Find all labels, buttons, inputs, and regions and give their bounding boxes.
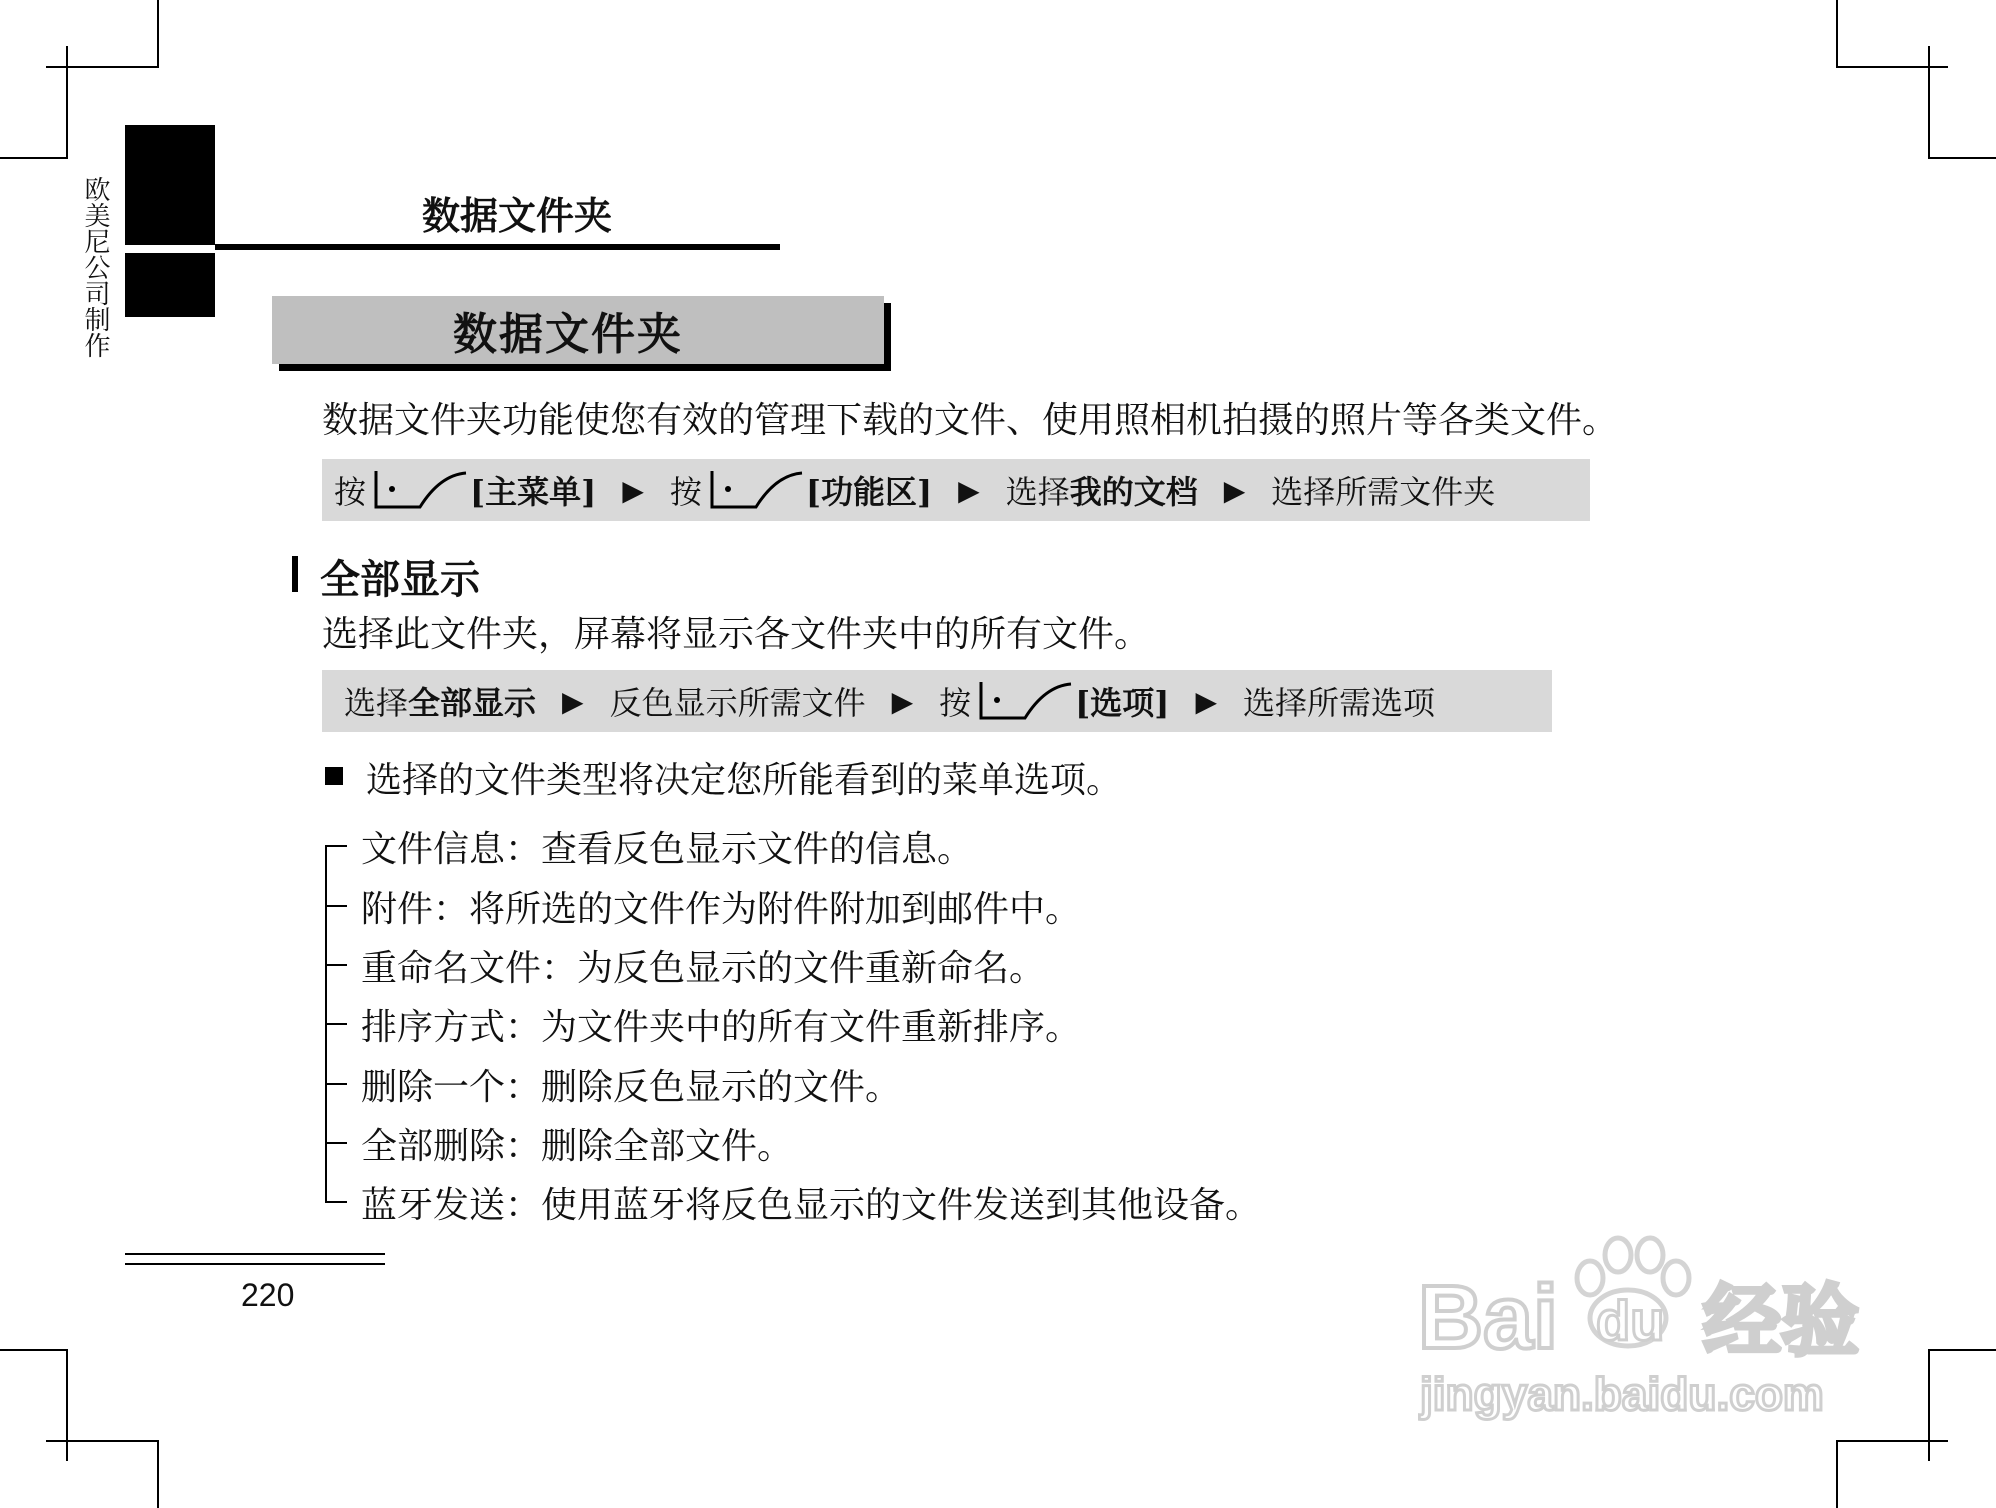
subheading-marker [292, 556, 298, 592]
crop-mark [66, 1349, 68, 1461]
crop-mark [1836, 0, 1838, 68]
option-bluetooth-send: 蓝牙发送：使用蓝牙将反色显示的文件发送到其他设备。 [361, 1184, 1262, 1226]
select-folder-label: 选择所需文件夹 [1271, 473, 1496, 511]
crop-mark [157, 0, 159, 68]
softkey-icon [370, 467, 468, 513]
watermark-url: jingyan.baidu.com [1420, 1368, 1824, 1420]
arrow-right-icon: ▶ [1223, 473, 1246, 507]
arrow-right-icon: ▶ [1195, 684, 1217, 718]
footer-rule [125, 1253, 385, 1255]
option-delete-all: 全部删除：删除全部文件。 [361, 1125, 794, 1167]
select-label: 选择 [344, 684, 409, 722]
option-item [325, 1002, 1081, 1046]
crop-mark [46, 1440, 158, 1442]
tree-tick [325, 845, 347, 847]
baidu-jingyan-watermark [1418, 1200, 1888, 1430]
option-item [325, 1180, 1261, 1224]
tree-tick [325, 905, 347, 907]
option-item [325, 824, 973, 868]
page-number: 220 [241, 1277, 295, 1313]
key-function-area: [功能区] [805, 473, 933, 511]
tree-tick [325, 1201, 347, 1203]
my-documents-label: 我的文档 [1069, 473, 1198, 511]
watermark-bai: Bai [1418, 1268, 1559, 1368]
arrow-right-icon: ▶ [958, 473, 980, 507]
key-options: [选项] [1075, 684, 1170, 722]
arrow-right-icon: ▶ [891, 684, 914, 718]
watermark-jingyan: 经验 [1703, 1277, 1860, 1367]
option-item [325, 1062, 901, 1106]
arrow-right-icon: ▶ [622, 473, 644, 507]
crop-mark [157, 1440, 159, 1508]
softkey-icon [975, 678, 1073, 724]
crop-mark [1928, 157, 1996, 159]
option-item [325, 1121, 793, 1165]
crop-mark [1928, 1349, 1930, 1461]
footer-rule [125, 1263, 385, 1265]
note-text: 选择的文件类型将决定您所能看到的菜单选项。 [366, 760, 1123, 801]
press-label: 按 [939, 684, 972, 722]
tree-tick [325, 1083, 347, 1085]
section-intro: 数据文件夹功能使您有效的管理下载的文件、使用照相机拍摄的照片等各类文件。 [322, 400, 1619, 441]
key-main-menu: [主菜单] [470, 473, 597, 511]
softkey-icon [706, 467, 804, 513]
show-all-label: 全部显示 [408, 684, 537, 722]
option-item [325, 943, 1045, 987]
header-rule [215, 244, 780, 250]
subsection-description: 选择此文件夹，屏幕将显示各文件夹中的所有文件。 [322, 614, 1151, 655]
running-head: 数据文件夹 [422, 194, 613, 238]
section-title-box [272, 296, 884, 364]
option-sort: 排序方式：为文件夹中的所有文件重新排序。 [361, 1006, 1082, 1048]
subsection-heading: 全部显示 [320, 557, 480, 603]
highlight-file-label: 反色显示所需文件 [609, 684, 866, 722]
crop-mark [66, 46, 68, 158]
chapter-tab-upper [125, 125, 215, 245]
brand-vertical-text: 欧美尼公司制作 [80, 176, 110, 358]
square-bullet-icon [325, 767, 343, 785]
tree-tick [325, 1023, 347, 1025]
procedure-bar-show-all [322, 670, 1552, 732]
tree-tick [325, 964, 347, 966]
press-label: 按 [334, 473, 367, 511]
option-file-info: 文件信息：查看反色显示文件的信息。 [361, 828, 974, 870]
procedure-bar-main-menu [322, 459, 1590, 521]
crop-mark [1836, 1440, 1838, 1508]
select-label: 选择 [1005, 473, 1070, 511]
crop-mark [1928, 1349, 1996, 1351]
option-attachment: 附件：将所选的文件作为附件附加到邮件中。 [361, 888, 1082, 930]
crop-mark [1928, 46, 1930, 158]
option-rename: 重命名文件：为反色显示的文件重新命名。 [361, 947, 1046, 989]
option-delete-one: 删除一个：删除反色显示的文件。 [361, 1066, 902, 1108]
chapter-tab-lower [125, 253, 215, 317]
tree-tick [325, 1142, 347, 1144]
crop-mark [1836, 66, 1948, 68]
watermark-du: du [1596, 1289, 1665, 1352]
crop-mark [0, 157, 68, 159]
section-title: 数据文件夹 [453, 309, 683, 360]
arrow-right-icon: ▶ [562, 684, 584, 718]
press-label: 按 [669, 473, 702, 511]
select-option-label: 选择所需选项 [1243, 684, 1436, 722]
crop-mark [1836, 1440, 1948, 1442]
crop-mark [0, 1349, 68, 1351]
option-item [325, 884, 1081, 928]
crop-mark [46, 66, 158, 68]
